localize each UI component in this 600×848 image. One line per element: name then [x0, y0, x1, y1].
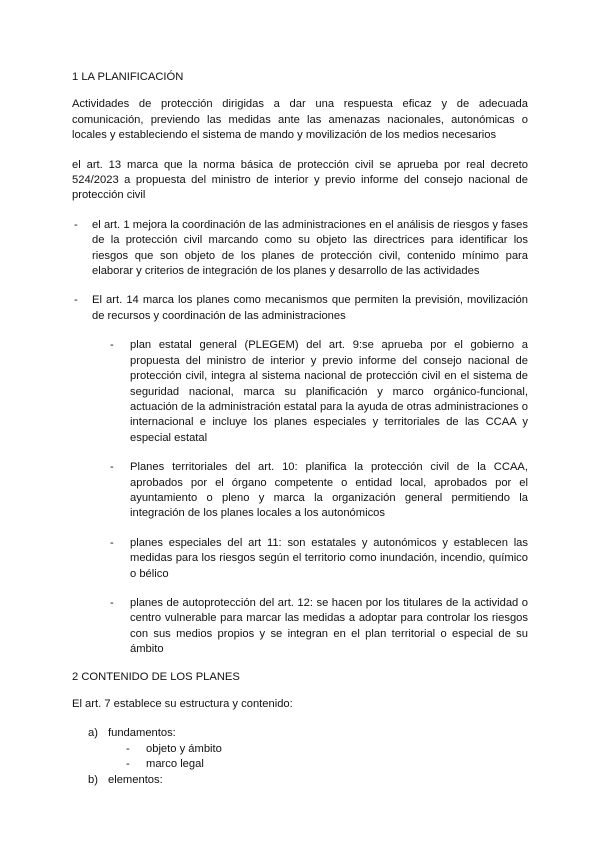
- section-1-intro: Actividades de protección dirigidas a dar una respuesta eficaz y de adecuada comunicación, previendo las medidas ante las amenazas nacionales, autonómicas o locales y estableciendo el sistema de mando y movilización de los medios necesarios: [72, 98, 528, 142]
- list-item: [72, 742, 528, 757]
- list-item: [92, 596, 528, 658]
- list-item: [72, 757, 528, 772]
- fundamentos-sub-list: [72, 742, 528, 773]
- section-1-title: 1 LA PLANIFICACIÓN: [72, 71, 184, 83]
- list-item: [72, 773, 528, 788]
- dash-marker: -: [126, 758, 130, 771]
- sub-bullet-list: [92, 338, 528, 657]
- dash-marker: -: [110, 461, 114, 474]
- dash-marker: -: [110, 339, 114, 352]
- alpha-marker: a): [88, 727, 98, 740]
- list-item: [72, 218, 528, 280]
- sub-bullet-autoproteccion: planes de autoprotección del art. 12: se hacen por los titulares de la actividad o centro vulnerable para marcar las medidas a adoptar para controlar los riesgos con sus medios propios y se integran en el plan territorial o especial de su ámbito: [130, 596, 528, 656]
- item-label-fundamentos: fundamentos:: [108, 727, 176, 740]
- sub-item-objeto: objeto y ámbito: [146, 742, 222, 755]
- alpha-marker: b): [88, 773, 98, 786]
- dash-marker: -: [74, 218, 78, 231]
- sub-item-marco-legal: marco legal: [146, 758, 204, 771]
- list-item: [92, 338, 528, 446]
- list-item: [72, 726, 528, 741]
- art-13-paragraph: el art. 13 marca que la norma básica de protección civil se aprueba por real decreto 524/2023 a propuesta del ministro de interior y previo informe del consejo nacional de protección civil: [72, 158, 528, 202]
- alpha-list: [72, 726, 528, 741]
- sub-bullet-especiales: planes especiales del art 11: son estatales y autonómicos y establecen las medidas para los riesgos según el territorio como inundación, incendio, químico o bélico: [130, 536, 528, 580]
- dash-marker: -: [110, 536, 114, 549]
- section-2-intro: El art. 7 establece su estructura y contenido:: [72, 698, 293, 710]
- main-bullet-list: [72, 218, 528, 658]
- dash-marker: -: [74, 294, 78, 307]
- bullet-text-art-1: el art. 1 mejora la coordinación de las administraciones en el análisis de riesgos y fases de la protección civil marcando como su objeto las directrices para identificar los riesgos que son objeto de los planes de protección civil, contenido mínimo para elaborar y criterios de integración de los planes y desarrollo de las actividades: [92, 218, 528, 278]
- dash-marker: -: [126, 742, 130, 755]
- sub-bullet-territoriales: Planes territoriales del art. 10: planifica la protección civil de la CCAA, aprobados por el órgano competente o entidad local, aprobados por el ayuntamiento o pleno y marca la organización general permitiendo la integración de los planes locales a los autonómicos: [130, 461, 528, 520]
- list-item: [92, 460, 528, 522]
- alpha-list: [72, 773, 528, 788]
- item-label-elementos: elementos:: [108, 773, 163, 786]
- bullet-text-art-14: El art. 14 marca los planes como mecanismos que permiten la previsión, movilización de recursos y coordinación de las administraciones: [92, 294, 528, 322]
- sub-bullet-plegem: plan estatal general (PLEGEM) del art. 9:se aprueba por el gobierno a propuesta del ministro de interior y previo informe del consejo nacional de protección civil, integra al sistema nacional de protección civil en el sistema de seguridad nacional, marca su planificación y marco orgánico-funcional, actuación de la administración estatal para la ayuda de otras administraciones o internacional e incluye los planes especiales y territoriales de las CCAA y especial estatal: [130, 339, 528, 444]
- section-2-title: 2 CONTENIDO DE LOS PLANES: [72, 670, 240, 683]
- dash-marker: -: [110, 596, 114, 609]
- list-item: [72, 293, 528, 657]
- list-item: [92, 536, 528, 582]
